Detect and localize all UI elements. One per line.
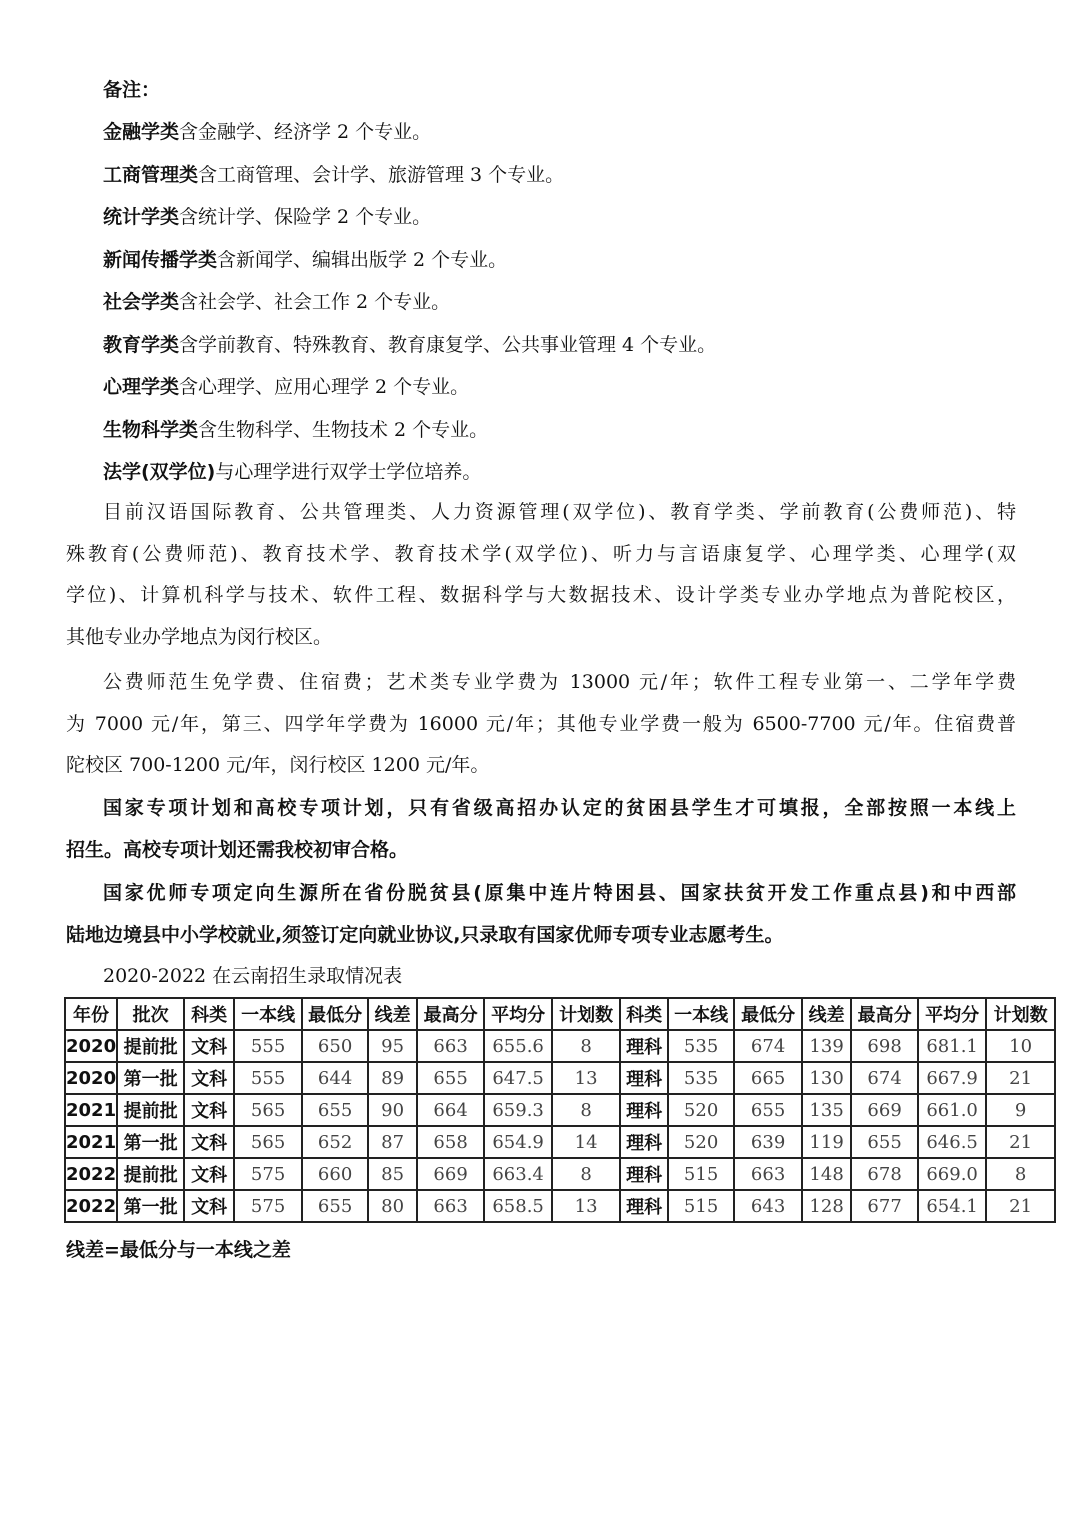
table-cell: 698 — [851, 1030, 918, 1062]
table-cell: 655 — [734, 1094, 802, 1126]
table-cell: 14 — [552, 1126, 620, 1158]
table-row — [65, 1190, 1055, 1222]
table-cell: 565 — [234, 1126, 302, 1158]
table-cell: 663 — [417, 1030, 484, 1062]
table-header-cell: 线差 — [368, 998, 417, 1030]
table-cell: 669.0 — [918, 1158, 986, 1190]
table-cell: 660 — [302, 1158, 368, 1190]
special-plan-line: 招生。高校专项计划还需我校初审合格。 — [66, 838, 409, 861]
table-cell: 520 — [668, 1126, 734, 1158]
table-cell: 669 — [851, 1094, 918, 1126]
major-item — [103, 460, 481, 484]
table-cell: 674 — [851, 1062, 918, 1094]
fees-line: 为 7000 元/年，第三、四学年学费为 16000 元/年；其他专业学费一般为 6500-7700 元/年。住宿费普 — [66, 712, 1016, 735]
table-cell: 提前批 — [117, 1158, 184, 1190]
table-header-cell: 平均分 — [918, 998, 986, 1030]
major-desc: 含金融学、经济学 2 个专业。 — [179, 121, 432, 143]
table-cell: 文科 — [184, 1094, 234, 1126]
table-cell: 655 — [851, 1126, 918, 1158]
table-cell: 681.1 — [918, 1030, 986, 1062]
major-item — [103, 248, 507, 272]
major-desc: 含学前教育、特殊教育、教育康复学、公共事业管理 4 个专业。 — [179, 333, 717, 356]
table-cell: 644 — [302, 1062, 368, 1094]
table-cell: 658.5 — [484, 1190, 552, 1222]
major-name: 金融学类 — [103, 121, 180, 143]
campus-line: 殊教育(公费师范)、教育技术学、教育技术学(双学位)、听力与言语康复学、心理学类、心理学(双 — [66, 542, 1016, 565]
table-cell: 8 — [986, 1158, 1055, 1190]
major-name: 教育学类 — [103, 333, 180, 356]
table-cell: 8 — [552, 1094, 620, 1126]
major-desc: 含工商管理、会计学、旅游管理 3 个专业。 — [198, 163, 565, 186]
teacher-plan-line: 国家优师专项定向生源所在省份脱贫县(原集中连片特困县、国家扶贫开发工作重点县)和中西部 — [103, 882, 1016, 904]
table-cell: 655 — [302, 1094, 368, 1126]
table-cell: 第一批 — [117, 1126, 184, 1158]
table-cell: 8 — [552, 1030, 620, 1062]
major-desc: 含心理学、应用心理学 2 个专业。 — [179, 376, 470, 398]
fees-line: 公费师范生免学费、住宿费；艺术类专业学费为 13000 元/年；软件工程专业第一、二学年学费 — [103, 671, 1016, 693]
table-cell: 21 — [986, 1126, 1055, 1158]
table-cell: 663.4 — [484, 1158, 552, 1190]
table-cell: 119 — [802, 1126, 851, 1158]
table-cell: 21 — [986, 1062, 1055, 1094]
table-header-cell: 线差 — [802, 998, 851, 1030]
table-cell: 664 — [417, 1094, 484, 1126]
table-cell: 90 — [368, 1094, 417, 1126]
major-name: 新闻传播学类 — [103, 248, 218, 271]
table-cell: 130 — [802, 1062, 851, 1094]
table-cell: 80 — [368, 1190, 417, 1222]
table-cell: 669 — [417, 1158, 484, 1190]
table-header-cell: 一本线 — [234, 998, 302, 1030]
major-item — [103, 120, 431, 144]
major-name: 心理学类 — [103, 376, 180, 398]
table-cell: 515 — [668, 1190, 734, 1222]
table-footnote: 线差=最低分与一本线之差 — [66, 1239, 291, 1261]
table-header-cell: 最高分 — [417, 998, 484, 1030]
table-cell: 提前批 — [117, 1030, 184, 1062]
table-cell: 655 — [302, 1190, 368, 1222]
table-cell: 654.1 — [918, 1190, 986, 1222]
table-header-cell: 批次 — [117, 998, 184, 1030]
major-item — [103, 205, 431, 229]
table-header-cell: 最低分 — [734, 998, 802, 1030]
table-cell: 678 — [851, 1158, 918, 1190]
campus-line: 其他专业办学地点为闵行校区。 — [66, 625, 333, 648]
table-cell: 89 — [368, 1062, 417, 1094]
major-desc: 含新闻学、编辑出版学 2 个专业。 — [217, 248, 508, 271]
table-cell: 646.5 — [918, 1126, 986, 1158]
table-cell: 85 — [368, 1158, 417, 1190]
table-cell: 文科 — [184, 1190, 234, 1222]
table-cell: 555 — [234, 1030, 302, 1062]
table-row — [65, 1126, 1055, 1158]
major-item — [103, 290, 450, 314]
table-cell: 652 — [302, 1126, 368, 1158]
table-header-cell: 计划数 — [986, 998, 1055, 1030]
table-header-cell: 最高分 — [851, 998, 918, 1030]
table-header-cell: 一本线 — [668, 998, 734, 1030]
table-cell: 2022 — [65, 1158, 117, 1190]
table-cell: 2021 — [65, 1094, 117, 1126]
table-header-cell: 计划数 — [552, 998, 620, 1030]
table-cell: 135 — [802, 1094, 851, 1126]
table-cell: 575 — [234, 1190, 302, 1222]
table-cell: 13 — [552, 1190, 620, 1222]
table-header-cell: 最低分 — [302, 998, 368, 1030]
major-desc: 与心理学进行双学士学位培养。 — [215, 461, 482, 483]
table-cell: 理科 — [620, 1158, 668, 1190]
table-cell: 565 — [234, 1094, 302, 1126]
table-header-cell: 科类 — [620, 998, 668, 1030]
table-cell: 647.5 — [484, 1062, 552, 1094]
major-name: 工商管理类 — [103, 163, 199, 186]
fees-line: 陀校区 700-1200 元/年，闵行校区 1200 元/年。 — [66, 754, 490, 776]
table-cell: 677 — [851, 1190, 918, 1222]
table-cell: 643 — [734, 1190, 802, 1222]
table-cell: 文科 — [184, 1126, 234, 1158]
table-row — [65, 1030, 1055, 1062]
table-cell: 第一批 — [117, 1190, 184, 1222]
major-item — [103, 163, 564, 187]
major-item — [103, 418, 488, 442]
major-name: 社会学类 — [103, 291, 180, 313]
campus-line: 目前汉语国际教育、公共管理类、人力资源管理(双学位)、教育学类、学前教育(公费师范)、特 — [103, 501, 1016, 523]
table-cell: 655.6 — [484, 1030, 552, 1062]
table-cell: 515 — [668, 1158, 734, 1190]
table-cell: 659.3 — [484, 1094, 552, 1126]
table-cell: 理科 — [620, 1030, 668, 1062]
table-cell: 139 — [802, 1030, 851, 1062]
table-cell: 661.0 — [918, 1094, 986, 1126]
table-cell: 658 — [417, 1126, 484, 1158]
table-cell: 10 — [986, 1030, 1055, 1062]
table-cell: 655 — [417, 1062, 484, 1094]
major-name: 统计学类 — [103, 206, 180, 228]
table-cell: 128 — [802, 1190, 851, 1222]
table-cell: 理科 — [620, 1094, 668, 1126]
special-plan-line: 国家专项计划和高校专项计划，只有省级高招办认定的贫困县学生才可填报，全部按照一本线上 — [103, 797, 1016, 819]
notes-title: 备注： — [103, 79, 161, 101]
table-cell: 9 — [986, 1094, 1055, 1126]
teacher-plan-line: 陆地边境县中小学校就业,须签订定向就业协议,只录取有国家优师专项专业志愿考生。 — [66, 923, 784, 946]
table-row — [65, 1158, 1055, 1190]
table-cell: 文科 — [184, 1062, 234, 1094]
major-item — [103, 333, 716, 357]
table-header-cell: 年份 — [65, 998, 117, 1030]
table-cell: 87 — [368, 1126, 417, 1158]
table-cell: 理科 — [620, 1190, 668, 1222]
table-cell: 148 — [802, 1158, 851, 1190]
table-cell: 650 — [302, 1030, 368, 1062]
table-cell: 2020 — [65, 1030, 117, 1062]
table-cell: 639 — [734, 1126, 802, 1158]
major-desc: 含统计学、保险学 2 个专业。 — [179, 206, 432, 228]
table-cell: 667.9 — [918, 1062, 986, 1094]
campus-line: 学位)、计算机科学与技术、软件工程、数据科学与大数据技术、设计学类专业办学地点为普陀校区， — [66, 584, 1016, 606]
admission-table — [64, 997, 1056, 1223]
table-cell: 575 — [234, 1158, 302, 1190]
table-cell: 665 — [734, 1062, 802, 1094]
table-cell: 第一批 — [117, 1062, 184, 1094]
major-desc: 含生物科学、生物技术 2 个专业。 — [198, 418, 489, 441]
table-cell: 654.9 — [484, 1126, 552, 1158]
major-item — [103, 375, 469, 399]
table-cell: 13 — [552, 1062, 620, 1094]
table-cell: 2021 — [65, 1126, 117, 1158]
table-cell: 理科 — [620, 1126, 668, 1158]
table-header-cell: 科类 — [184, 998, 234, 1030]
table-row — [65, 1062, 1055, 1094]
major-name: 生物科学类 — [103, 418, 199, 441]
table-cell: 21 — [986, 1190, 1055, 1222]
table-cell: 663 — [417, 1190, 484, 1222]
table-cell: 2022 — [65, 1190, 117, 1222]
table-cell: 663 — [734, 1158, 802, 1190]
table-cell: 文科 — [184, 1158, 234, 1190]
major-name: 法学(双学位) — [103, 461, 216, 483]
table-cell: 2020 — [65, 1062, 117, 1094]
table-cell: 95 — [368, 1030, 417, 1062]
table-caption: 2020-2022 在云南招生录取情况表 — [103, 965, 403, 987]
major-desc: 含社会学、社会工作 2 个专业。 — [179, 291, 451, 313]
table-cell: 535 — [668, 1062, 734, 1094]
table-cell: 535 — [668, 1030, 734, 1062]
table-header-cell: 平均分 — [484, 998, 552, 1030]
table-cell: 674 — [734, 1030, 802, 1062]
table-cell: 理科 — [620, 1062, 668, 1094]
table-cell: 555 — [234, 1062, 302, 1094]
table-cell: 8 — [552, 1158, 620, 1190]
table-header-row — [65, 998, 1055, 1030]
table-cell: 520 — [668, 1094, 734, 1126]
table-row — [65, 1094, 1055, 1126]
table-cell: 提前批 — [117, 1094, 184, 1126]
table-cell: 文科 — [184, 1030, 234, 1062]
